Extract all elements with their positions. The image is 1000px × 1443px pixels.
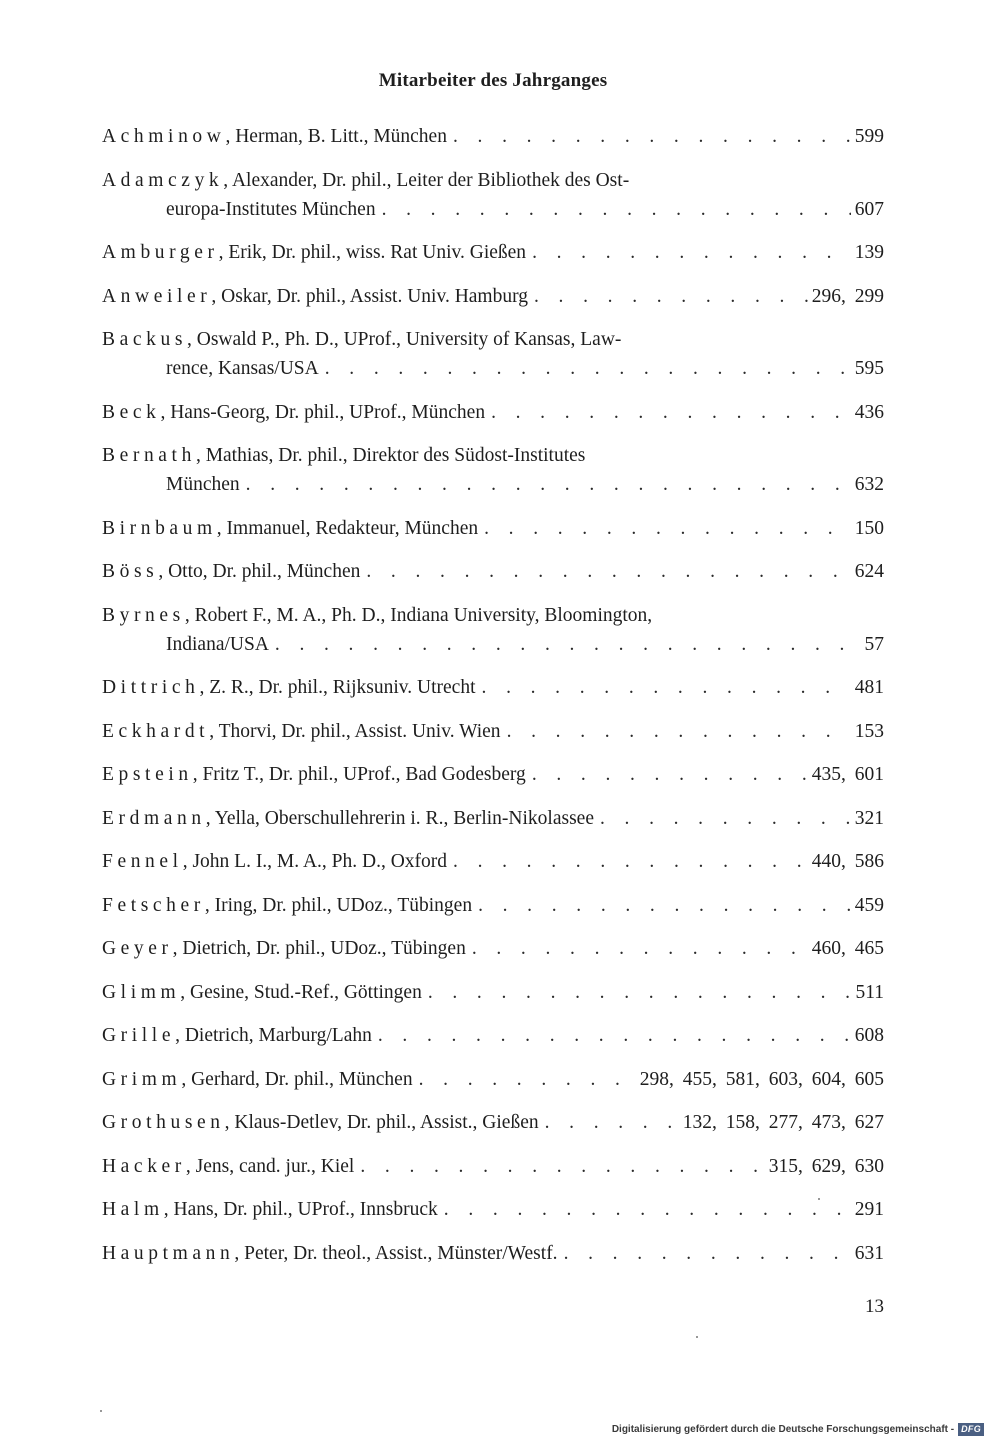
contributor-surname: Birnbaum	[102, 517, 217, 539]
contributor-details-continued: Indiana/USA	[166, 633, 269, 655]
contributor-entry	[102, 1195, 884, 1224]
contributor-details: , Oswald P., Ph. D., UProf., University of Kansas, Law-	[187, 329, 622, 350]
contributor-details: , Erik, Dr. phil., wiss. Rat Univ. Gießen	[218, 242, 527, 263]
contributor-entry	[102, 1065, 884, 1094]
contributor-details: , Robert F., M. A., Ph. D., Indiana University, Bloomington,	[184, 604, 653, 626]
contributor-list	[102, 122, 884, 1282]
contributor-surname: Eckhardt	[102, 720, 210, 742]
dot-leader	[453, 122, 851, 151]
entry-row	[102, 122, 884, 151]
contributor-entry	[102, 238, 884, 267]
entry-row	[102, 1065, 884, 1094]
contributor-surname: Amburger	[102, 242, 219, 263]
scan-speck	[696, 1336, 698, 1338]
page-references: 291	[854, 1199, 884, 1220]
page-references: 511	[855, 981, 884, 1003]
entry-row	[102, 557, 884, 586]
contributor-entry	[102, 557, 884, 586]
digitization-footer	[612, 1421, 984, 1437]
contributor-details-continued: rence, Kansas/USA	[166, 358, 319, 379]
page-references: 440, 586	[811, 851, 884, 872]
dot-leader	[246, 470, 851, 499]
contributor-details: , Herman, B. Litt., München	[225, 126, 447, 147]
contributor-surname: Fetscher	[102, 894, 205, 916]
contributor-details: , Dietrich, Marburg/Lahn	[175, 1025, 372, 1046]
footer-text: Digitalisierung gefördert durch die Deutsche Forschungsgemeinschaft -	[611, 1423, 955, 1435]
page-references: 460, 465	[811, 938, 884, 959]
dot-leader	[484, 514, 851, 543]
entry-row	[102, 238, 884, 267]
dot-leader	[378, 1021, 851, 1050]
entry-row	[102, 847, 884, 876]
contributor-details: , Hans-Georg, Dr. phil., UProf., München	[160, 401, 486, 423]
contributor-details: , Z. R., Dr. phil., Rijksuniv. Utrecht	[199, 677, 476, 698]
contributor-surname: Achminow	[102, 126, 226, 147]
contributor-details: , Mathias, Dr. phil., Direktor des Südost-Institutes	[195, 445, 586, 466]
entry-row	[102, 934, 884, 963]
contributor-details-continued: München	[166, 474, 240, 495]
page-references: 321	[854, 807, 884, 829]
contributor-details: , Oskar, Dr. phil., Assist. Univ. Hamburg	[211, 285, 528, 307]
page-references: 624	[854, 561, 884, 582]
contributor-details: , Gesine, Stud.-Ref., Göttingen	[180, 981, 422, 1003]
entry-row	[102, 470, 884, 499]
contributor-surname: Hauptmann	[102, 1242, 235, 1264]
contributor-entry	[102, 1239, 884, 1268]
dot-leader	[360, 1152, 764, 1181]
entry-row	[102, 760, 884, 789]
page-references: 481	[854, 677, 884, 698]
dot-leader	[453, 847, 808, 876]
contributor-surname: Anweiler	[102, 285, 212, 307]
contributor-entry	[102, 978, 884, 1007]
entry-row	[102, 673, 884, 702]
contributor-surname: Dittrich	[102, 677, 200, 698]
entry-row	[102, 398, 884, 427]
contributor-surname: Erdmann	[102, 807, 206, 829]
contributor-surname: Adamczyk	[102, 169, 224, 191]
contributor-entry	[102, 325, 884, 383]
contributor-entry	[102, 804, 884, 833]
dot-leader	[382, 195, 851, 224]
entry-row	[102, 804, 884, 833]
dot-leader	[366, 557, 850, 586]
dot-leader	[478, 891, 851, 920]
contributor-surname: Grothusen	[102, 1112, 225, 1133]
contributor-entry	[102, 717, 884, 746]
contributor-surname: Geyer	[102, 938, 173, 959]
entry-row	[102, 514, 884, 543]
contributor-entry	[102, 441, 884, 499]
dot-leader	[472, 934, 808, 963]
contributor-entry	[102, 514, 884, 543]
page-references: 632	[854, 474, 884, 495]
dot-leader	[545, 1108, 679, 1137]
page-references: 315, 629, 630	[768, 1155, 884, 1177]
contributor-surname: Byrnes	[102, 604, 185, 626]
entry-row	[102, 630, 884, 659]
contributor-surname: Epstein	[102, 764, 193, 785]
dot-leader	[482, 673, 851, 702]
entry-first-line	[102, 325, 775, 354]
entry-first-line	[102, 441, 775, 470]
entry-first-line	[102, 601, 775, 630]
dot-leader	[428, 978, 852, 1007]
contributor-surname: Grimm	[102, 1068, 182, 1090]
contributor-surname: Halm	[102, 1199, 164, 1220]
contributor-details: , Gerhard, Dr. phil., München	[181, 1068, 413, 1090]
dfg-logo: DFG	[958, 1423, 984, 1436]
contributor-entry	[102, 1021, 884, 1050]
dot-leader	[532, 238, 851, 267]
page-references: 631	[854, 1242, 884, 1264]
contributor-entry	[102, 891, 884, 920]
contributor-entry	[102, 847, 884, 876]
page-references: 150	[854, 517, 884, 539]
contributor-details: , Dietrich, Dr. phil., UDoz., Tübingen	[172, 938, 466, 959]
entry-row	[102, 1239, 884, 1268]
contributor-entry	[102, 934, 884, 963]
contributor-entry	[102, 398, 884, 427]
dot-leader	[564, 1239, 851, 1268]
page-references: 459	[854, 894, 884, 916]
entry-row	[102, 195, 884, 224]
contributor-details: , Yella, Oberschullehrerin i. R., Berlin-Nikolassee	[205, 807, 594, 829]
page-references: 599	[854, 126, 884, 147]
contributor-surname: Fennel	[102, 851, 183, 872]
entry-row	[102, 717, 884, 746]
page-references: 132, 158, 277, 473, 627	[682, 1112, 884, 1133]
contributor-entry	[102, 760, 884, 789]
contributor-surname: Bernath	[102, 445, 196, 466]
entry-row	[102, 282, 884, 311]
contributor-details: , Alexander, Dr. phil., Leiter der Bibliothek des Ost-	[223, 169, 630, 191]
entry-row	[102, 1152, 884, 1181]
entry-first-line	[102, 166, 775, 195]
contributor-entry	[102, 673, 884, 702]
dot-leader	[532, 760, 808, 789]
contributor-details: , Klaus-Detlev, Dr. phil., Assist., Gießen	[224, 1112, 539, 1133]
page-references: 139	[854, 242, 884, 263]
contributor-details: , Thorvi, Dr. phil., Assist. Univ. Wien	[209, 720, 501, 742]
page-title: Mitarbeiter des Jahrganges	[378, 70, 608, 91]
page-references: 595	[854, 358, 884, 379]
contributor-details: , Peter, Dr. theol., Assist., Münster/Westf.	[234, 1242, 558, 1264]
contributor-entry	[102, 166, 884, 224]
page-references: 435, 601	[811, 764, 884, 785]
contributor-surname: Beck	[102, 401, 161, 423]
page-references: 607	[854, 198, 884, 220]
contributor-entry	[102, 282, 884, 311]
contributor-details: , Otto, Dr. phil., München	[158, 561, 361, 582]
scan-speck	[100, 1410, 102, 1412]
dot-leader	[419, 1065, 636, 1094]
contributor-details: , John L. I., M. A., Ph. D., Oxford	[182, 851, 448, 872]
entry-row	[102, 1021, 884, 1050]
contributor-details: , Jens, cand. jur., Kiel	[185, 1155, 355, 1177]
contributor-entry	[102, 1152, 884, 1181]
contributor-entry	[102, 1108, 884, 1137]
page-number: 13	[865, 1296, 884, 1317]
contributor-entry	[102, 601, 884, 659]
contributor-surname: Grille	[102, 1025, 176, 1046]
contributor-details: , Fritz T., Dr. phil., UProf., Bad Godesberg	[192, 764, 526, 785]
contributor-details: , Hans, Dr. phil., UProf., Innsbruck	[163, 1199, 438, 1220]
contributor-details: , Immanuel, Redakteur, München	[216, 517, 479, 539]
contributor-surname: Böss	[102, 561, 159, 582]
contributor-surname: Hacker	[102, 1155, 186, 1177]
contributor-details: , Iring, Dr. phil., UDoz., Tübingen	[204, 894, 473, 916]
dot-leader	[534, 282, 808, 311]
contributor-surname: Glimm	[102, 981, 181, 1003]
entry-row	[102, 978, 884, 1007]
contributor-entry	[102, 122, 884, 151]
entry-row	[102, 891, 884, 920]
entry-row	[102, 354, 884, 383]
page-references: 608	[854, 1025, 884, 1046]
dot-leader	[491, 398, 851, 427]
dot-leader	[275, 630, 861, 659]
dot-leader	[325, 354, 851, 383]
contributor-details-continued: europa-Institutes München	[166, 198, 376, 220]
page-references: 436	[854, 401, 884, 423]
dot-leader	[600, 804, 851, 833]
page-references: 57	[864, 633, 884, 655]
dot-leader	[507, 717, 851, 746]
entry-row	[102, 1195, 884, 1224]
dot-leader	[444, 1195, 851, 1224]
page-references: 296, 299	[811, 285, 884, 307]
scan-speck	[818, 1198, 820, 1200]
page-references: 298, 455, 581, 603, 604, 605	[639, 1068, 884, 1090]
contributor-surname: Backus	[102, 329, 188, 350]
page-references: 153	[854, 720, 884, 742]
entry-row	[102, 1108, 884, 1137]
